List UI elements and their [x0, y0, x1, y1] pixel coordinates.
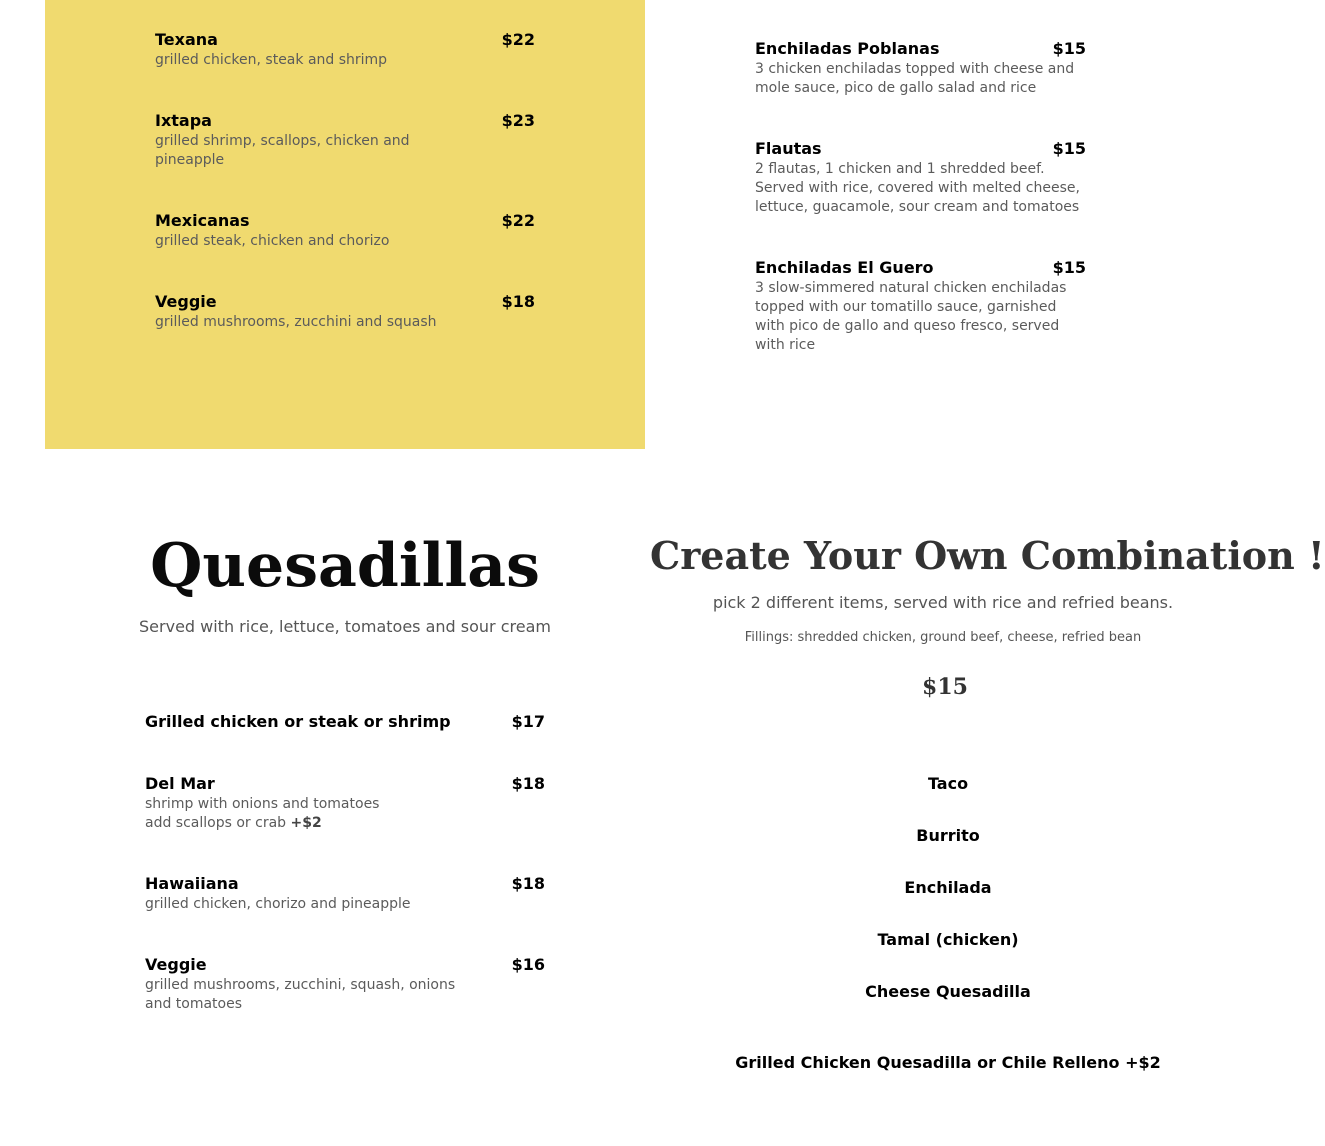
- quesadillas-subtitle: Served with rice, lettuce, tomatoes and sour cream: [139, 617, 551, 636]
- menu-item-mexicanas: [155, 210, 535, 251]
- desc-line: 2 flautas, 1 chicken and 1 shredded beef.: [755, 161, 1045, 177]
- item-description: [755, 279, 1086, 355]
- item-price: $18: [501, 292, 535, 311]
- menu-item-veggie-fajita: [155, 291, 535, 332]
- desc-line: mole sauce, pico de gallo salad and rice: [755, 80, 1037, 96]
- menu-item-enchiladas-el-guero: [755, 257, 1086, 355]
- item-name: Hawaiiana: [145, 874, 239, 893]
- desc-line: pineapple: [155, 152, 225, 168]
- desc-text: add scallops or crab: [145, 815, 287, 831]
- quesadillas-title: Quesadillas: [150, 531, 540, 601]
- menu-item-texana: [155, 29, 535, 70]
- item-price: $18: [511, 874, 545, 893]
- desc-line: with rice: [755, 337, 816, 353]
- item-description: grilled mushrooms, zucchini and squash: [155, 314, 437, 330]
- combo-option-taco: Taco: [927, 774, 969, 793]
- menu-item-hawaiiana: [145, 873, 545, 914]
- desc-line: shrimp with onions and tomatoes: [145, 796, 380, 812]
- item-name: Grilled chicken or steak or shrimp: [145, 712, 451, 731]
- menu-item-grilled-quesadilla: [145, 711, 545, 733]
- item-name: Ixtapa: [155, 111, 212, 130]
- desc-line: 3 slow-simmered natural chicken enchiladas: [755, 280, 1067, 296]
- desc-line: with pico de gallo and queso fresco, served: [755, 318, 1060, 334]
- desc-line: topped with our tomatillo sauce, garnished: [755, 299, 1057, 315]
- item-description: grilled steak, chicken and chorizo: [155, 233, 390, 249]
- item-price: $16: [511, 955, 545, 974]
- item-name: Texana: [155, 30, 218, 49]
- item-name: Enchiladas Poblanas: [755, 39, 940, 58]
- item-name: Flautas: [755, 139, 822, 158]
- menu-item-enchiladas-poblanas: [755, 38, 1086, 98]
- item-description: [145, 795, 545, 833]
- item-price: $17: [511, 712, 545, 731]
- menu-item-ixtapa: [155, 110, 535, 170]
- item-description: [755, 160, 1086, 217]
- item-price: $15: [1052, 139, 1086, 158]
- item-description: grilled chicken, chorizo and pineapple: [145, 896, 411, 912]
- desc-line: lettuce, guacamole, sour cream and tomatoes: [755, 199, 1080, 215]
- item-price: $23: [501, 111, 535, 130]
- item-name: Veggie: [145, 955, 207, 974]
- desc-line: and tomatoes: [145, 996, 243, 1012]
- item-name: Mexicanas: [155, 211, 250, 230]
- desc-line: Served with rice, covered with melted cheese,: [755, 180, 1080, 196]
- combo-option-enchilada: Enchilada: [904, 878, 992, 897]
- item-description: grilled chicken, steak and shrimp: [155, 52, 388, 68]
- upcharge: +$2: [290, 815, 322, 831]
- combination-fillings: Fillings: shredded chicken, ground beef, cheese, refried bean: [744, 630, 1142, 645]
- item-price: $15: [1052, 39, 1086, 58]
- menu-item-veggie-quesadilla: [145, 954, 545, 1014]
- item-description: [755, 60, 1086, 98]
- combination-price: $15: [922, 674, 968, 700]
- item-price: $22: [501, 30, 535, 49]
- combo-option-cheese-quesadilla: Cheese Quesadilla: [865, 982, 1031, 1001]
- desc-line: grilled shrimp, scallops, chicken and: [155, 133, 410, 149]
- combination-subtitle: pick 2 different items, served with rice and refried beans.: [712, 593, 1174, 612]
- desc-line: 3 chicken enchiladas topped with cheese and: [755, 61, 1075, 77]
- item-price: $22: [501, 211, 535, 230]
- item-name: Enchiladas El Guero: [755, 258, 934, 277]
- combo-option-upgrade: Grilled Chicken Quesadilla or Chile Relleno +$2: [735, 1053, 1161, 1072]
- desc-line: grilled mushrooms, zucchini, squash, onions: [145, 977, 456, 993]
- desc-line: [145, 814, 545, 833]
- item-description: [155, 132, 535, 170]
- menu-item-flautas: [755, 138, 1086, 217]
- item-description: [145, 976, 545, 1014]
- combo-option-tamal: Tamal (chicken): [877, 930, 1019, 949]
- menu-item-del-mar: [145, 773, 545, 833]
- combo-option-burrito: Burrito: [916, 826, 980, 845]
- item-price: $18: [511, 774, 545, 793]
- item-name: Veggie: [155, 292, 217, 311]
- item-price: $15: [1052, 258, 1086, 277]
- item-name: Del Mar: [145, 774, 215, 793]
- combination-title: Create Your Own Combination !: [650, 533, 1325, 578]
